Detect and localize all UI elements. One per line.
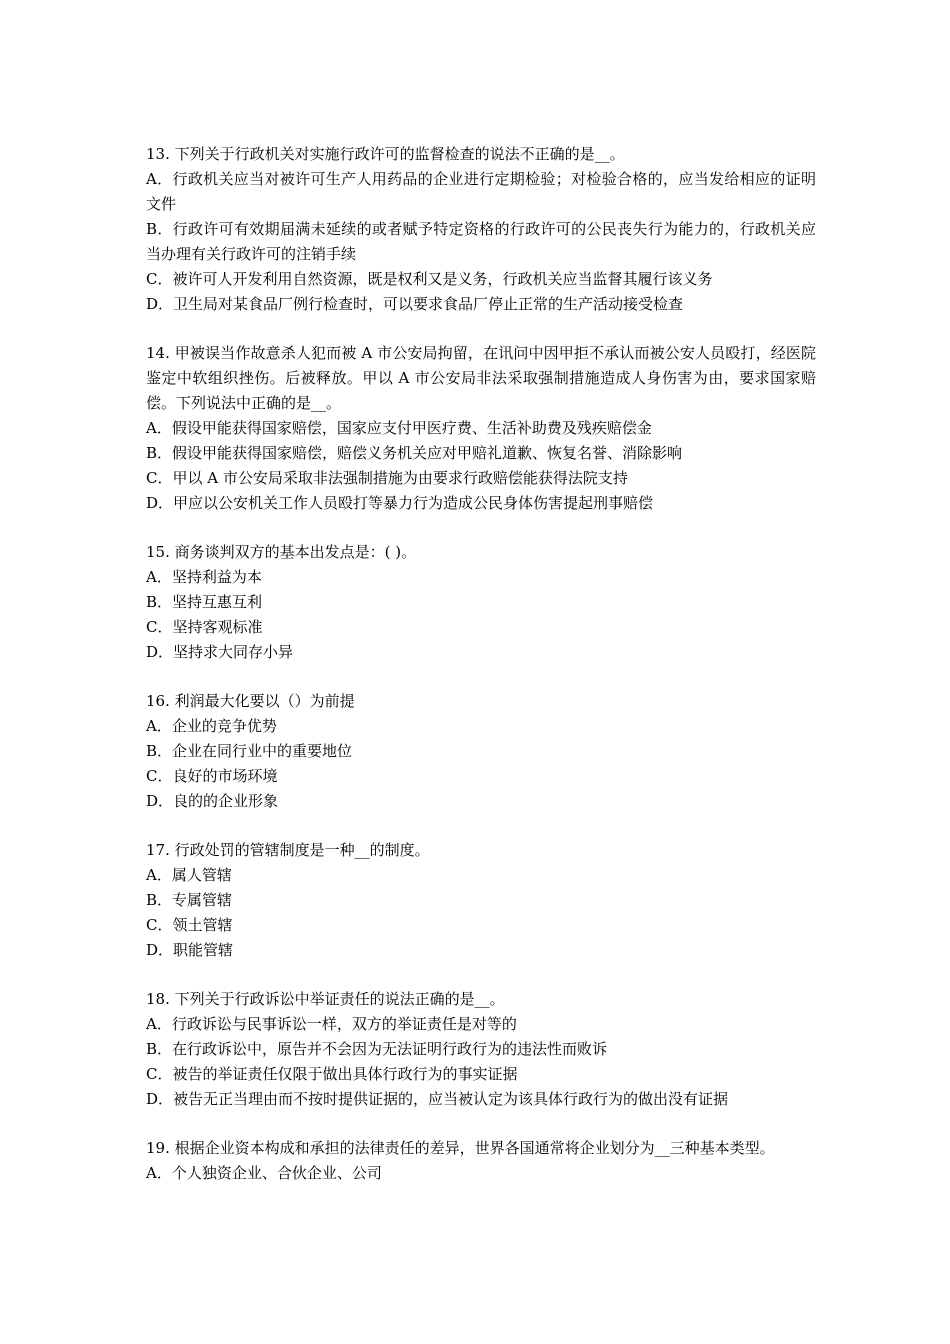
question-stem: 15. 商务谈判双方的基本出发点是：( )。 — [146, 543, 417, 561]
option-a: A．坚持利益为本 — [146, 568, 262, 586]
question-stem: 13. 下列关于行政机关对实施行政许可的监督检查的说法不正确的是__。 — [146, 145, 625, 163]
option-a: A．属人管辖 — [146, 866, 232, 884]
document-page — [146, 142, 816, 1210]
question-stem: 16. 利润最大化要以（）为前提 — [146, 692, 355, 710]
question-19 — [146, 1136, 816, 1186]
question-stem: 18. 下列关于行政诉讼中举证责任的说法正确的是__。 — [146, 990, 505, 1008]
question-16 — [146, 689, 816, 814]
option-d: D．被告无正当理由而不按时提供证据的，应当被认定为该具体行政行为的做出没有证据 — [146, 1090, 729, 1108]
question-stem: 17. 行政处罚的管辖制度是一种__的制度。 — [146, 841, 430, 859]
option-d: D．职能管辖 — [146, 941, 234, 959]
option-b: B．假设甲能获得国家赔偿，赔偿义务机关应对甲赔礼道歉、恢复名誉、消除影响 — [146, 444, 683, 462]
option-b: B．行政许可有效期届满未延续的或者赋予特定资格的行政许可的公民丧失行为能力的，行政机关应当办理有关行政许可的注销手续 — [146, 220, 816, 263]
option-d: D．坚持求大同存小异 — [146, 643, 294, 661]
question-stem: 14. 甲被误当作故意杀人犯而被 A 市公安局拘留，在讯问中因甲拒不承认而被公安人员殴打，经医院鉴定中软组织挫伤。后被释放。甲以 A 市公安局非法采取强制措施造成人身伤害为由，要求国家赔偿。下列说法中正确的是__。 — [146, 344, 816, 412]
option-d: D．良的的企业形象 — [146, 792, 279, 810]
option-b: B．专属管辖 — [146, 891, 233, 909]
question-15 — [146, 540, 816, 665]
question-13 — [146, 142, 816, 317]
option-b: B．企业在同行业中的重要地位 — [146, 742, 353, 760]
question-14 — [146, 341, 816, 516]
option-a: A．行政机关应当对被许可生产人用药品的企业进行定期检验；对检验合格的，应当发给相应的证明文件 — [146, 170, 816, 213]
question-17 — [146, 838, 816, 963]
option-c: C．被告的举证责任仅限于做出具体行政行为的事实证据 — [146, 1065, 518, 1083]
option-c: C．良好的市场环境 — [146, 767, 278, 785]
option-a: A．假设甲能获得国家赔偿，国家应支付甲医疗费、生活补助费及残疾赔偿金 — [146, 419, 652, 437]
option-a: A．个人独资企业、合伙企业、公司 — [146, 1164, 382, 1182]
question-stem: 19. 根据企业资本构成和承担的法律责任的差异，世界各国通常将企业划分为__三种基本类型。 — [146, 1139, 775, 1157]
option-b: B．坚持互惠互利 — [146, 593, 263, 611]
option-a: A．企业的竞争优势 — [146, 717, 277, 735]
option-c: C．甲以 A 市公安局采取非法强制措施为由要求行政赔偿能获得法院支持 — [146, 469, 628, 487]
option-c: C．坚持客观标准 — [146, 618, 263, 636]
option-d: D．卫生局对某食品厂例行检查时，可以要求食品厂停止正常的生产活动接受检查 — [146, 295, 684, 313]
option-d: D．甲应以公安机关工作人员殴打等暴力行为造成公民身体伤害提起刑事赔偿 — [146, 494, 654, 512]
option-a: A．行政诉讼与民事诉讼一样，双方的举证责任是对等的 — [146, 1015, 517, 1033]
question-18 — [146, 987, 816, 1112]
option-b: B．在行政诉讼中，原告并不会因为无法证明行政行为的违法性而败诉 — [146, 1040, 608, 1058]
option-c: C．领土管辖 — [146, 916, 233, 934]
option-c: C．被许可人开发利用自然资源，既是权利又是义务，行政机关应当监督其履行该义务 — [146, 270, 713, 288]
